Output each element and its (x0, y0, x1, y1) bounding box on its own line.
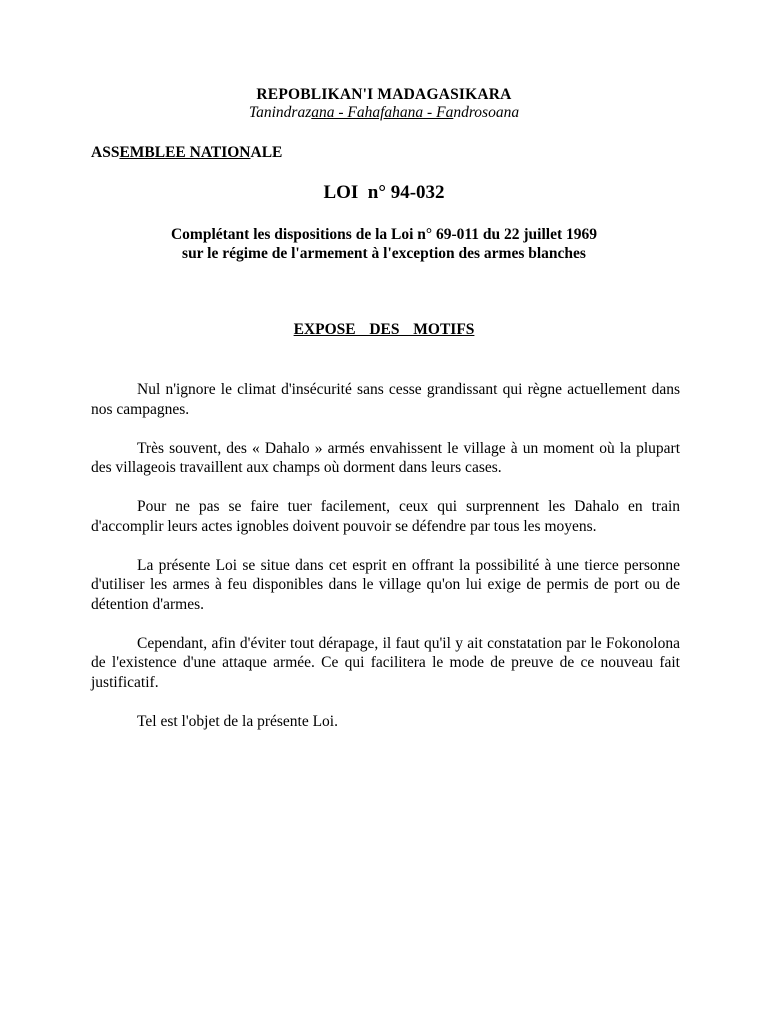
law-subtitle-line-1: Complétant les dispositions de la Loi n° 69-011 du 22 juillet 1969 (170, 226, 598, 243)
paragraph: Pour ne pas se faire tuer facilement, ceux qui surprennent les Dahalo en train d'accomplir leurs actes ignobles doivent pouvoir se défendre par tous les moyens. (91, 498, 680, 535)
paragraph: Cependant, afin d'éviter tout dérapage, il faut qu'il y ait constatation par le Fokonolona de l'existence d'une attaque armée. Ce qui facilitera le mode de preuve de ce nouveau fait justificatif. (91, 634, 680, 691)
section-heading: EXPOSE DES MOTIFS (293, 321, 475, 338)
law-subtitle (0, 225, 768, 263)
law-subtitle-line-2: sur le régime de l'armement à l'exception des armes blanches (182, 245, 586, 262)
assembly-part-2: EMBLEE NATION (119, 144, 251, 161)
body-text (91, 380, 680, 751)
paragraph: Très souvent, des « Dahalo » armés envahissent le village à un moment où la plupart des villageois travaillent aux champs où dorment dans leurs cases. (91, 439, 680, 476)
paragraph: Nul n'ignore le climat d'insécurité sans cesse grandissant qui règne actuellement dans nos campagnes. (91, 381, 680, 418)
assembly-part-3: ALE (250, 144, 283, 161)
assembly-name (91, 144, 282, 162)
national-motto (0, 104, 768, 122)
motto-part-3: ndrosoana (453, 104, 520, 121)
law-number: LOI n° 94-032 (323, 182, 445, 203)
republic-title: REPOBLIKAN'I MADAGASIKARA (256, 86, 512, 103)
motto-part-2: ana - Fahafahana - Fa (311, 104, 454, 121)
assembly-part-1: ASS (91, 144, 120, 161)
motto-part-1: Tanindraz (248, 104, 312, 121)
paragraph: Tel est l'objet de la présente Loi. (137, 712, 338, 730)
paragraph: La présente Loi se situe dans cet esprit en offrant la possibilité à une tierce personne d'utiliser les armes à feu disponibles dans le village qu'on lui exige de permis de port ou de détention d'armes. (91, 556, 680, 613)
